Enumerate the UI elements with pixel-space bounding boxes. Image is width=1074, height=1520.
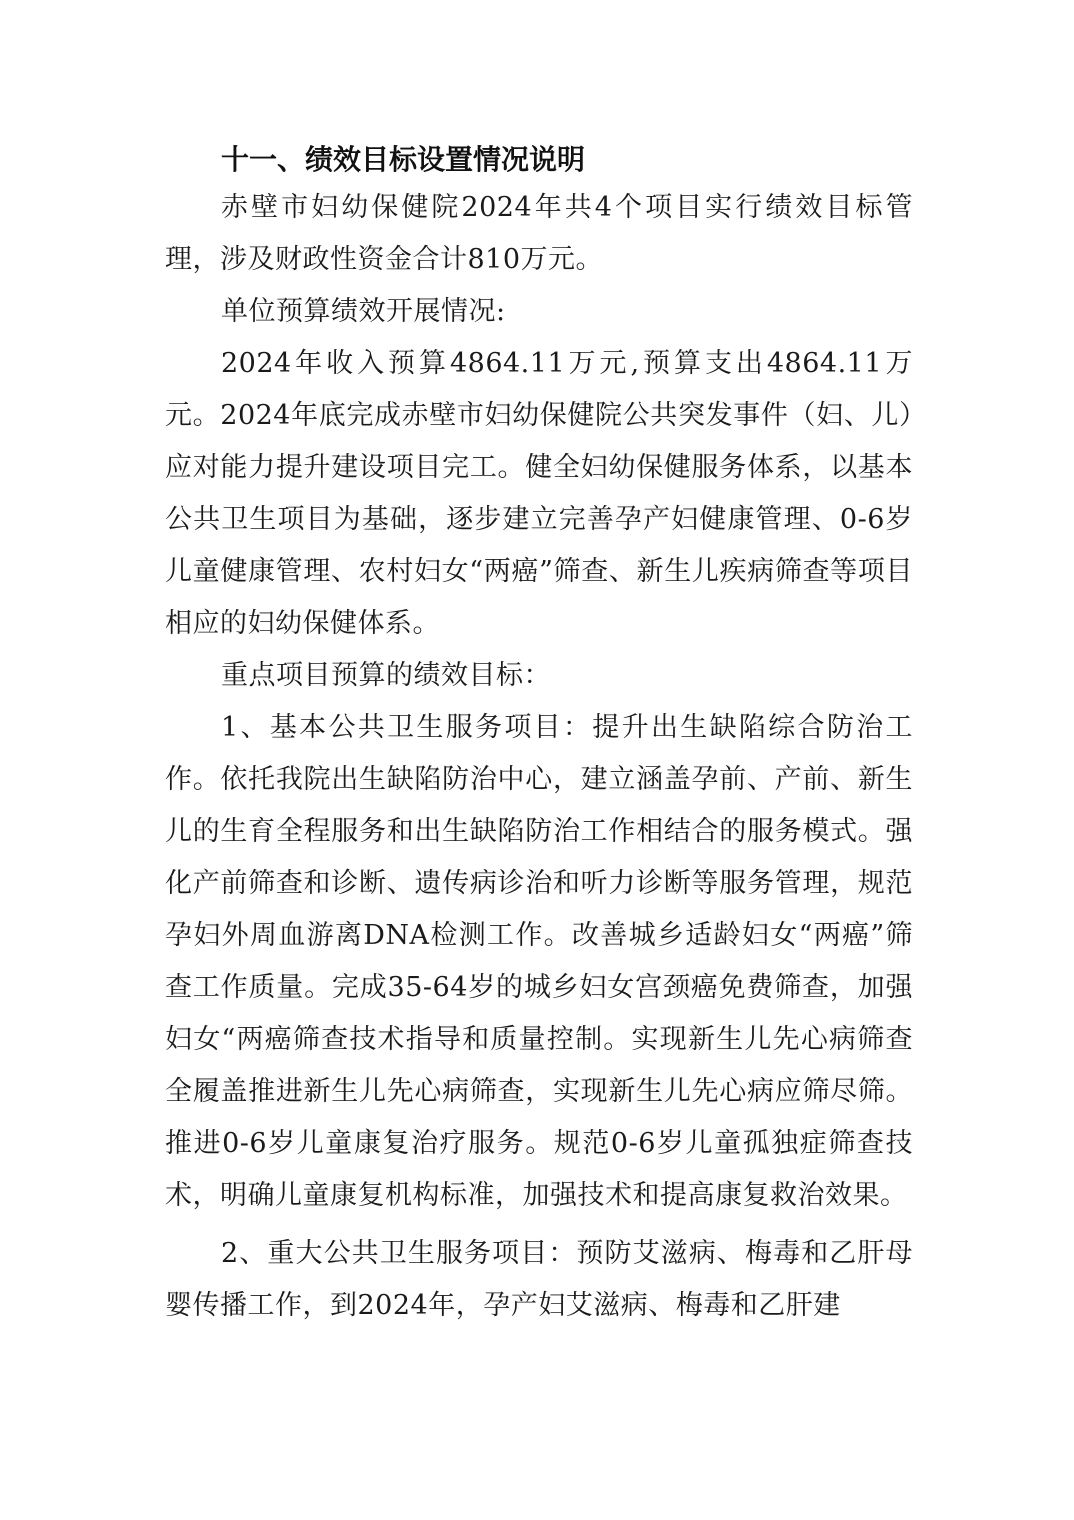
paragraph-key-projects-label: 重点项目预算的绩效目标： — [221, 660, 551, 691]
paragraph-budget-details: 2024年收入预算4864.11万元,预算支出4864.11万元。2024年底完成赤壁市妇幼保健院公共突发事件（妇、儿）应对能力提升建设项目完工。健全妇幼保健服务体系，以基本公共卫生项目为基础，逐步建立完善孕产妇健康管理、0-6岁儿童健康管理、农村妇女“两癌”筛查、新生儿疾病筛查等项目相应的妇幼保健体系。 — [165, 348, 913, 639]
section-heading: 十一、绩效目标设置情况说明 — [221, 143, 586, 176]
paragraph-major-public-health: 2、重大公共卫生服务项目：预防艾滋病、梅毒和乙肝母婴传播工作，到2024年，孕产妇艾滋病、梅毒和乙肝建 — [165, 1238, 913, 1321]
paragraph-unit-performance-label: 单位预算绩效开展情况: — [221, 296, 506, 327]
paragraph-project-summary: 赤壁市妇幼保健院2024年共4个项目实行绩效目标管理，涉及财政性资金合计810万元。 — [165, 192, 913, 275]
paragraph-basic-public-health: 1、基本公共卫生服务项目：提升出生缺陷综合防治工作。依托我院出生缺陷防治中心，建立涵盖孕前、产前、新生儿的生育全程服务和出生缺陷防治工作相结合的服务模式。强化产前筛查和诊断、遗传病诊治和听力诊断等服务管理，规范孕妇外周血游离DNA检测工作。改善城乡适龄妇女“两癌”筛查工作质量。完成35-64岁的城乡妇女宫颈癌免费筛查，加强妇女“两癌筛查技术指导和质量控制。实现新生儿先心病筛查全履盖推进新生儿先心病筛查，实现新生儿先心病应筛尽筛。推进0-6岁儿童康复治疗服务。规范0-6岁儿童孤独症筛查技术，明确儿童康复机构标准，加强技术和提高康复救治效果。 — [165, 712, 913, 1211]
document-body — [165, 138, 913, 1332]
